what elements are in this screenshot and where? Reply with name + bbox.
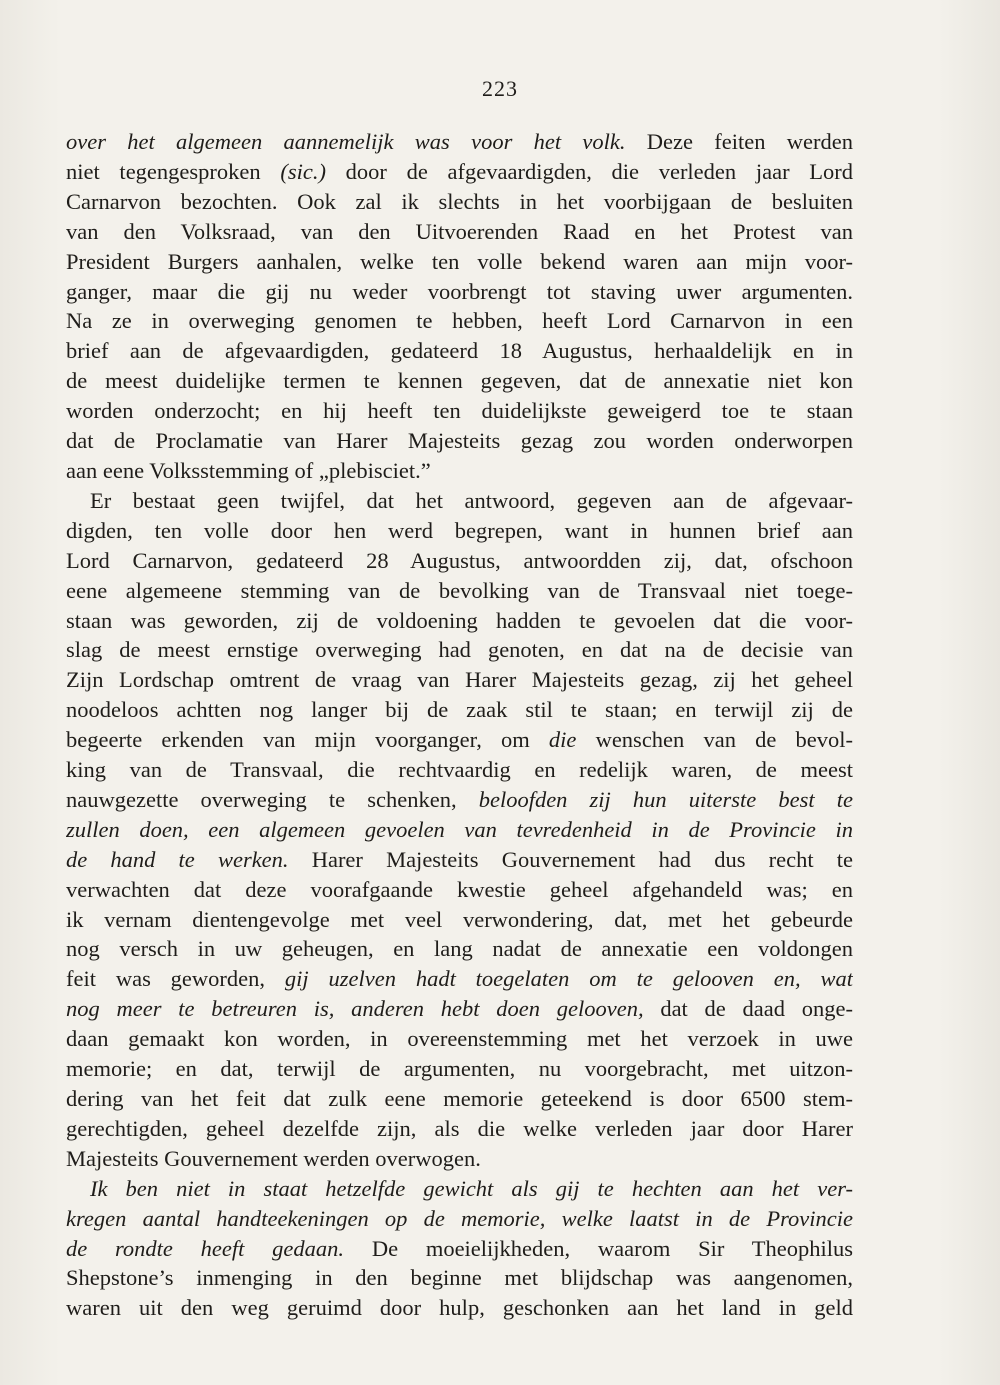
text-line (66, 187, 853, 217)
text-segment: De moeielijkheden, waarom Sir Theophilus (344, 1235, 853, 1261)
text-line (66, 426, 853, 456)
text-line (66, 366, 853, 396)
text-segment: noodeloos achtten nog langer bij de zaak stil te staan; en terwijl zij de (66, 697, 853, 723)
italic-text: die (548, 727, 577, 753)
text-segment: Majesteits Gouvernement werden overwogen. (66, 1145, 481, 1171)
text-segment: staan was geworden, zij de voldoening hadden te gevoelen dat die voor- (66, 607, 853, 633)
text-line (66, 1234, 853, 1264)
text-line (66, 815, 853, 845)
italic-text: zullen doen, een algemeen gevoelen van tevredenheid in de Provincie in (66, 816, 853, 842)
text-segment: worden onderzocht; en hij heeft ten duidelijkste geweigerd toe te staan (66, 398, 853, 424)
text-line (66, 785, 853, 815)
text-line (66, 456, 853, 486)
text-line (66, 606, 853, 636)
text-line (66, 1084, 853, 1114)
text-line (66, 576, 853, 606)
text-line (66, 1054, 853, 1084)
text-segment: feit was geworden, (66, 966, 285, 992)
text-segment: digden, ten volle door hen werd begrepen, want in hunnen brief aan (66, 517, 853, 543)
italic-text: beloofden zij hun uiterste best te (478, 786, 853, 812)
text-line (66, 1024, 853, 1054)
text-segment: brief aan de afgevaardigden, gedateerd 18 Augustus, herhaaldelijk en in (66, 338, 853, 364)
text-line (66, 1144, 853, 1174)
text-line (66, 217, 853, 247)
italic-text: de hand te werken. (66, 846, 289, 872)
page-number: 223 (482, 76, 518, 101)
italic-text: Ik ben niet in staat hetzelfde gewicht als gij te hechten aan het ver- (90, 1175, 853, 1201)
text-line (66, 755, 853, 785)
text-segment: eene algemeene stemming van de bevolking van de Transvaal niet toege- (66, 577, 853, 603)
text-segment: President Burgers aanhalen, welke ten volle bekend waren aan mijn voor- (66, 248, 853, 274)
text-segment: dat de daad onge- (643, 996, 853, 1022)
text-segment: dat de Proclamatie van Harer Majesteits gezag zou worden onderworpen (66, 428, 853, 454)
text-segment: ik vernam dientengevolge met veel verwondering, dat, met het gebeurde (66, 906, 853, 932)
text-segment: king van de Transvaal, die rechtvaardig en redelijk waren, de meest (66, 757, 853, 783)
text-segment: de meest duidelijke termen te kennen gegeven, dat de annexatie niet kon (66, 368, 853, 394)
text-segment: Zijn Lordschap omtrent de vraag van Harer Majesteits gezag, zij het geheel (66, 667, 853, 693)
text-line (66, 336, 853, 366)
text-line (66, 994, 853, 1024)
text-line (66, 845, 853, 875)
text-line (66, 934, 853, 964)
text-segment: wenschen van de bevol- (576, 727, 853, 753)
text-line (66, 635, 853, 665)
text-line (66, 725, 853, 755)
text-line (66, 277, 853, 307)
body-text (66, 127, 853, 1323)
italic-text: gij uzelven hadt toegelaten om te gelooven en, wat (284, 966, 853, 992)
text-segment: Na ze in overweging genomen te hebben, heeft Lord Carnarvon in een (66, 308, 853, 334)
italic-text: kregen aantal handteekeningen op de memorie, welke laatst in de Provincie (66, 1205, 853, 1231)
text-line (66, 486, 853, 516)
text-line (66, 516, 853, 546)
text-line (66, 306, 853, 336)
text-segment: Lord Carnarvon, gedateerd 28 Augustus, antwoordden zij, dat, ofschoon (66, 547, 853, 573)
text-line (66, 127, 853, 157)
text-segment: verwachten dat deze voorafgaande kwestie geheel afgehandeld was; en (66, 876, 853, 902)
text-line (66, 875, 853, 905)
text-line (66, 964, 853, 994)
text-segment: Er bestaat geen twijfel, dat het antwoord, gegeven aan de afgevaar- (90, 487, 853, 513)
text-segment: memorie; en dat, terwijl de argumenten, nu voorgebracht, met uitzon- (66, 1056, 853, 1082)
text-segment: gerechtigden, geheel dezelfde zijn, als die welke verleden jaar door Harer (66, 1115, 853, 1141)
text-line (66, 247, 853, 277)
text-segment: Deze feiten werden (625, 129, 853, 154)
text-line (66, 1174, 853, 1204)
text-segment: niet tegengesproken (66, 158, 281, 184)
italic-text: over het algemeen aannemelijk was voor het volk. (66, 129, 626, 154)
text-line (66, 665, 853, 695)
text-line (66, 396, 853, 426)
text-line (66, 546, 853, 576)
text-segment: door de afgevaardigden, die verleden jaar Lord (325, 158, 853, 184)
text-segment: Shepstone’s inmenging in den beginne met blijdschap was aangenomen, (66, 1265, 853, 1291)
text-segment: Harer Majesteits Gouvernement had dus recht te (288, 846, 853, 872)
text-line (66, 905, 853, 935)
text-segment: begeerte erkenden van mijn voorganger, om (66, 727, 549, 753)
italic-text: nog meer te betreuren is, anderen hebt doen gelooven, (66, 996, 644, 1022)
text-segment: Carnarvon bezochten. Ook zal ik slechts in het voorbijgaan de besluiten (66, 188, 853, 214)
text-segment: nog versch in uw geheugen, en lang nadat de annexatie een voldongen (66, 936, 853, 962)
text-line (66, 157, 853, 187)
text-segment: van den Volksraad, van den Uitvoerenden Raad en het Protest van (66, 218, 853, 244)
text-line (66, 1114, 853, 1144)
text-segment: waren uit den weg geruimd door hulp, geschonken aan het land in geld (66, 1295, 853, 1321)
text-segment: nauwgezette overweging te schenken, (66, 786, 479, 812)
text-line (66, 1204, 853, 1234)
text-line (66, 695, 853, 725)
text-line (66, 1293, 853, 1323)
italic-text: (sic.) (280, 158, 326, 184)
text-segment: dering van het feit dat zulk eene memorie geteekend is door 6500 stem- (66, 1086, 853, 1111)
italic-text: de rondte heeft gedaan. (66, 1235, 345, 1261)
text-segment: aan eene Volksstemming of „plebisciet.” (66, 457, 431, 483)
text-segment: daan gemaakt kon worden, in overeenstemming met het verzoek in uwe (66, 1026, 853, 1052)
text-line (66, 1263, 853, 1293)
text-segment: ganger, maar die gij nu weder voorbrengt tot staving uwer argumenten. (66, 278, 853, 304)
text-segment: slag de meest ernstige overweging had genoten, en dat na de decisie van (66, 637, 853, 663)
